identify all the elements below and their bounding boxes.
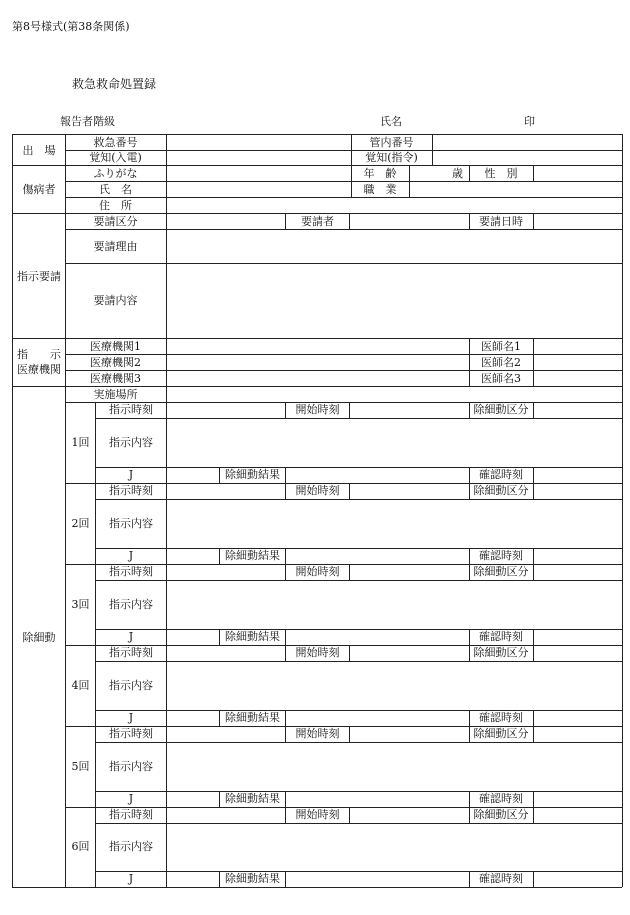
round-3-confirm-time-label: 確認時刻	[479, 630, 523, 643]
jurisdiction-no-label: 管内番号	[369, 136, 414, 149]
round-1-result-label: 除細動結果	[225, 468, 280, 481]
round-3-result-label: 除細動結果	[225, 630, 280, 643]
round-4-instruction-content-label: 指示内容	[109, 679, 153, 692]
round-6-instruction-content-label: 指示内容	[109, 840, 153, 853]
doctor-2-label: 医師名2	[481, 356, 521, 369]
requester-label: 要請者	[301, 215, 334, 228]
round-3-instruction-time-label: 指示時刻	[109, 565, 153, 578]
document-title: 救急救命処置録	[72, 77, 157, 91]
emergency-no-label: 救急番号	[93, 136, 138, 149]
round-6-result-label: 除細動結果	[225, 872, 280, 885]
round-3-joule-label: J	[128, 630, 134, 643]
round-4-instruction-time-label: 指示時刻	[109, 646, 153, 659]
round-3-defib-category-label: 除細動区分	[473, 565, 529, 578]
patient-name-label: 氏 名	[99, 183, 132, 196]
medical-section-label-line1: 指 示	[17, 348, 61, 361]
request-datetime-label: 要請日時	[479, 215, 523, 228]
furigana-label: ふりがな	[93, 167, 138, 180]
round-4-start-time-label: 開始時刻	[295, 646, 340, 659]
round-2-defib-category-label: 除細動区分	[473, 484, 529, 497]
patient-section-label: 傷病者	[22, 183, 56, 196]
round-2-confirm-time-label: 確認時刻	[479, 549, 523, 562]
aware-order-label: 覚知(指令)	[365, 151, 418, 164]
round-1-label: 1回	[71, 436, 90, 449]
round-5-joule-label: J	[128, 792, 134, 805]
medical-section-label-line2: 医療機関	[17, 363, 61, 376]
round-3-instruction-content-label: 指示内容	[109, 598, 153, 611]
round-5-instruction-time-label: 指示時刻	[109, 727, 153, 740]
round-5-instruction-content-label: 指示内容	[109, 760, 153, 773]
defib-section-label: 除細動	[22, 631, 56, 644]
round-5-defib-category-label: 除細動区分	[473, 727, 529, 740]
round-5-result-label: 除細動結果	[225, 792, 280, 805]
round-2-start-time-label: 開始時刻	[295, 484, 340, 497]
request-content-label: 要請内容	[93, 294, 138, 307]
round-6-defib-category-label: 除細動区分	[473, 808, 529, 821]
request-section-label: 指示要請	[17, 270, 61, 283]
reporter-rank-label: 報告者階級	[60, 115, 115, 128]
round-6-label: 6回	[71, 840, 90, 853]
dispatch-section-label: 出 場	[22, 144, 56, 157]
round-6-confirm-time-label: 確認時刻	[479, 872, 523, 885]
round-5-confirm-time-label: 確認時刻	[479, 792, 523, 805]
medical-institution-1-label: 医療機関1	[90, 340, 141, 353]
round-4-label: 4回	[71, 679, 90, 692]
round-2-instruction-time-label: 指示時刻	[109, 484, 153, 497]
round-6-joule-label: J	[128, 872, 134, 885]
sex-label: 性 別	[484, 167, 518, 180]
round-5-label: 5回	[71, 760, 90, 773]
round-2-instruction-content-label: 指示内容	[109, 517, 153, 530]
defib-location-label: 実施場所	[93, 388, 138, 401]
round-1-defib-category-label: 除細動区分	[473, 403, 529, 416]
round-4-confirm-time-label: 確認時刻	[479, 711, 523, 724]
round-1-start-time-label: 開始時刻	[295, 403, 340, 416]
request-reason-label: 要請理由	[93, 240, 138, 253]
round-4-result-label: 除細動結果	[225, 711, 280, 724]
round-5-start-time-label: 開始時刻	[295, 727, 340, 740]
occupation-label: 職 業	[363, 183, 397, 196]
round-2-label: 2回	[71, 517, 90, 530]
reporter-name-label: 氏名	[380, 115, 402, 128]
round-6-instruction-time-label: 指示時刻	[109, 808, 153, 821]
round-3-label: 3回	[71, 598, 90, 611]
medical-institution-2-label: 医療機関2	[90, 356, 141, 369]
round-3-start-time-label: 開始時刻	[295, 565, 340, 578]
round-1-instruction-content-label: 指示内容	[109, 436, 153, 449]
seal-label: 印	[524, 115, 535, 128]
round-1-instruction-time-label: 指示時刻	[109, 403, 153, 416]
round-1-confirm-time-label: 確認時刻	[479, 468, 523, 481]
age-label: 年 齢	[363, 167, 397, 180]
round-2-result-label: 除細動結果	[225, 549, 280, 562]
address-label: 住 所	[99, 199, 132, 212]
round-4-joule-label: J	[128, 711, 134, 724]
request-category-label: 要請区分	[93, 215, 138, 228]
round-1-joule-label: J	[128, 468, 134, 481]
doctor-3-label: 医師名3	[481, 372, 521, 385]
form-number: 第8号様式(第38条関係)	[12, 20, 130, 33]
round-4-defib-category-label: 除細動区分	[473, 646, 529, 659]
round-2-joule-label: J	[128, 549, 134, 562]
medical-institution-3-label: 医療機関3	[90, 372, 141, 385]
round-6-start-time-label: 開始時刻	[295, 808, 340, 821]
doctor-1-label: 医師名1	[481, 340, 521, 353]
age-unit-label: 歳	[452, 167, 463, 180]
aware-call-label: 覚知(入電)	[89, 151, 142, 164]
